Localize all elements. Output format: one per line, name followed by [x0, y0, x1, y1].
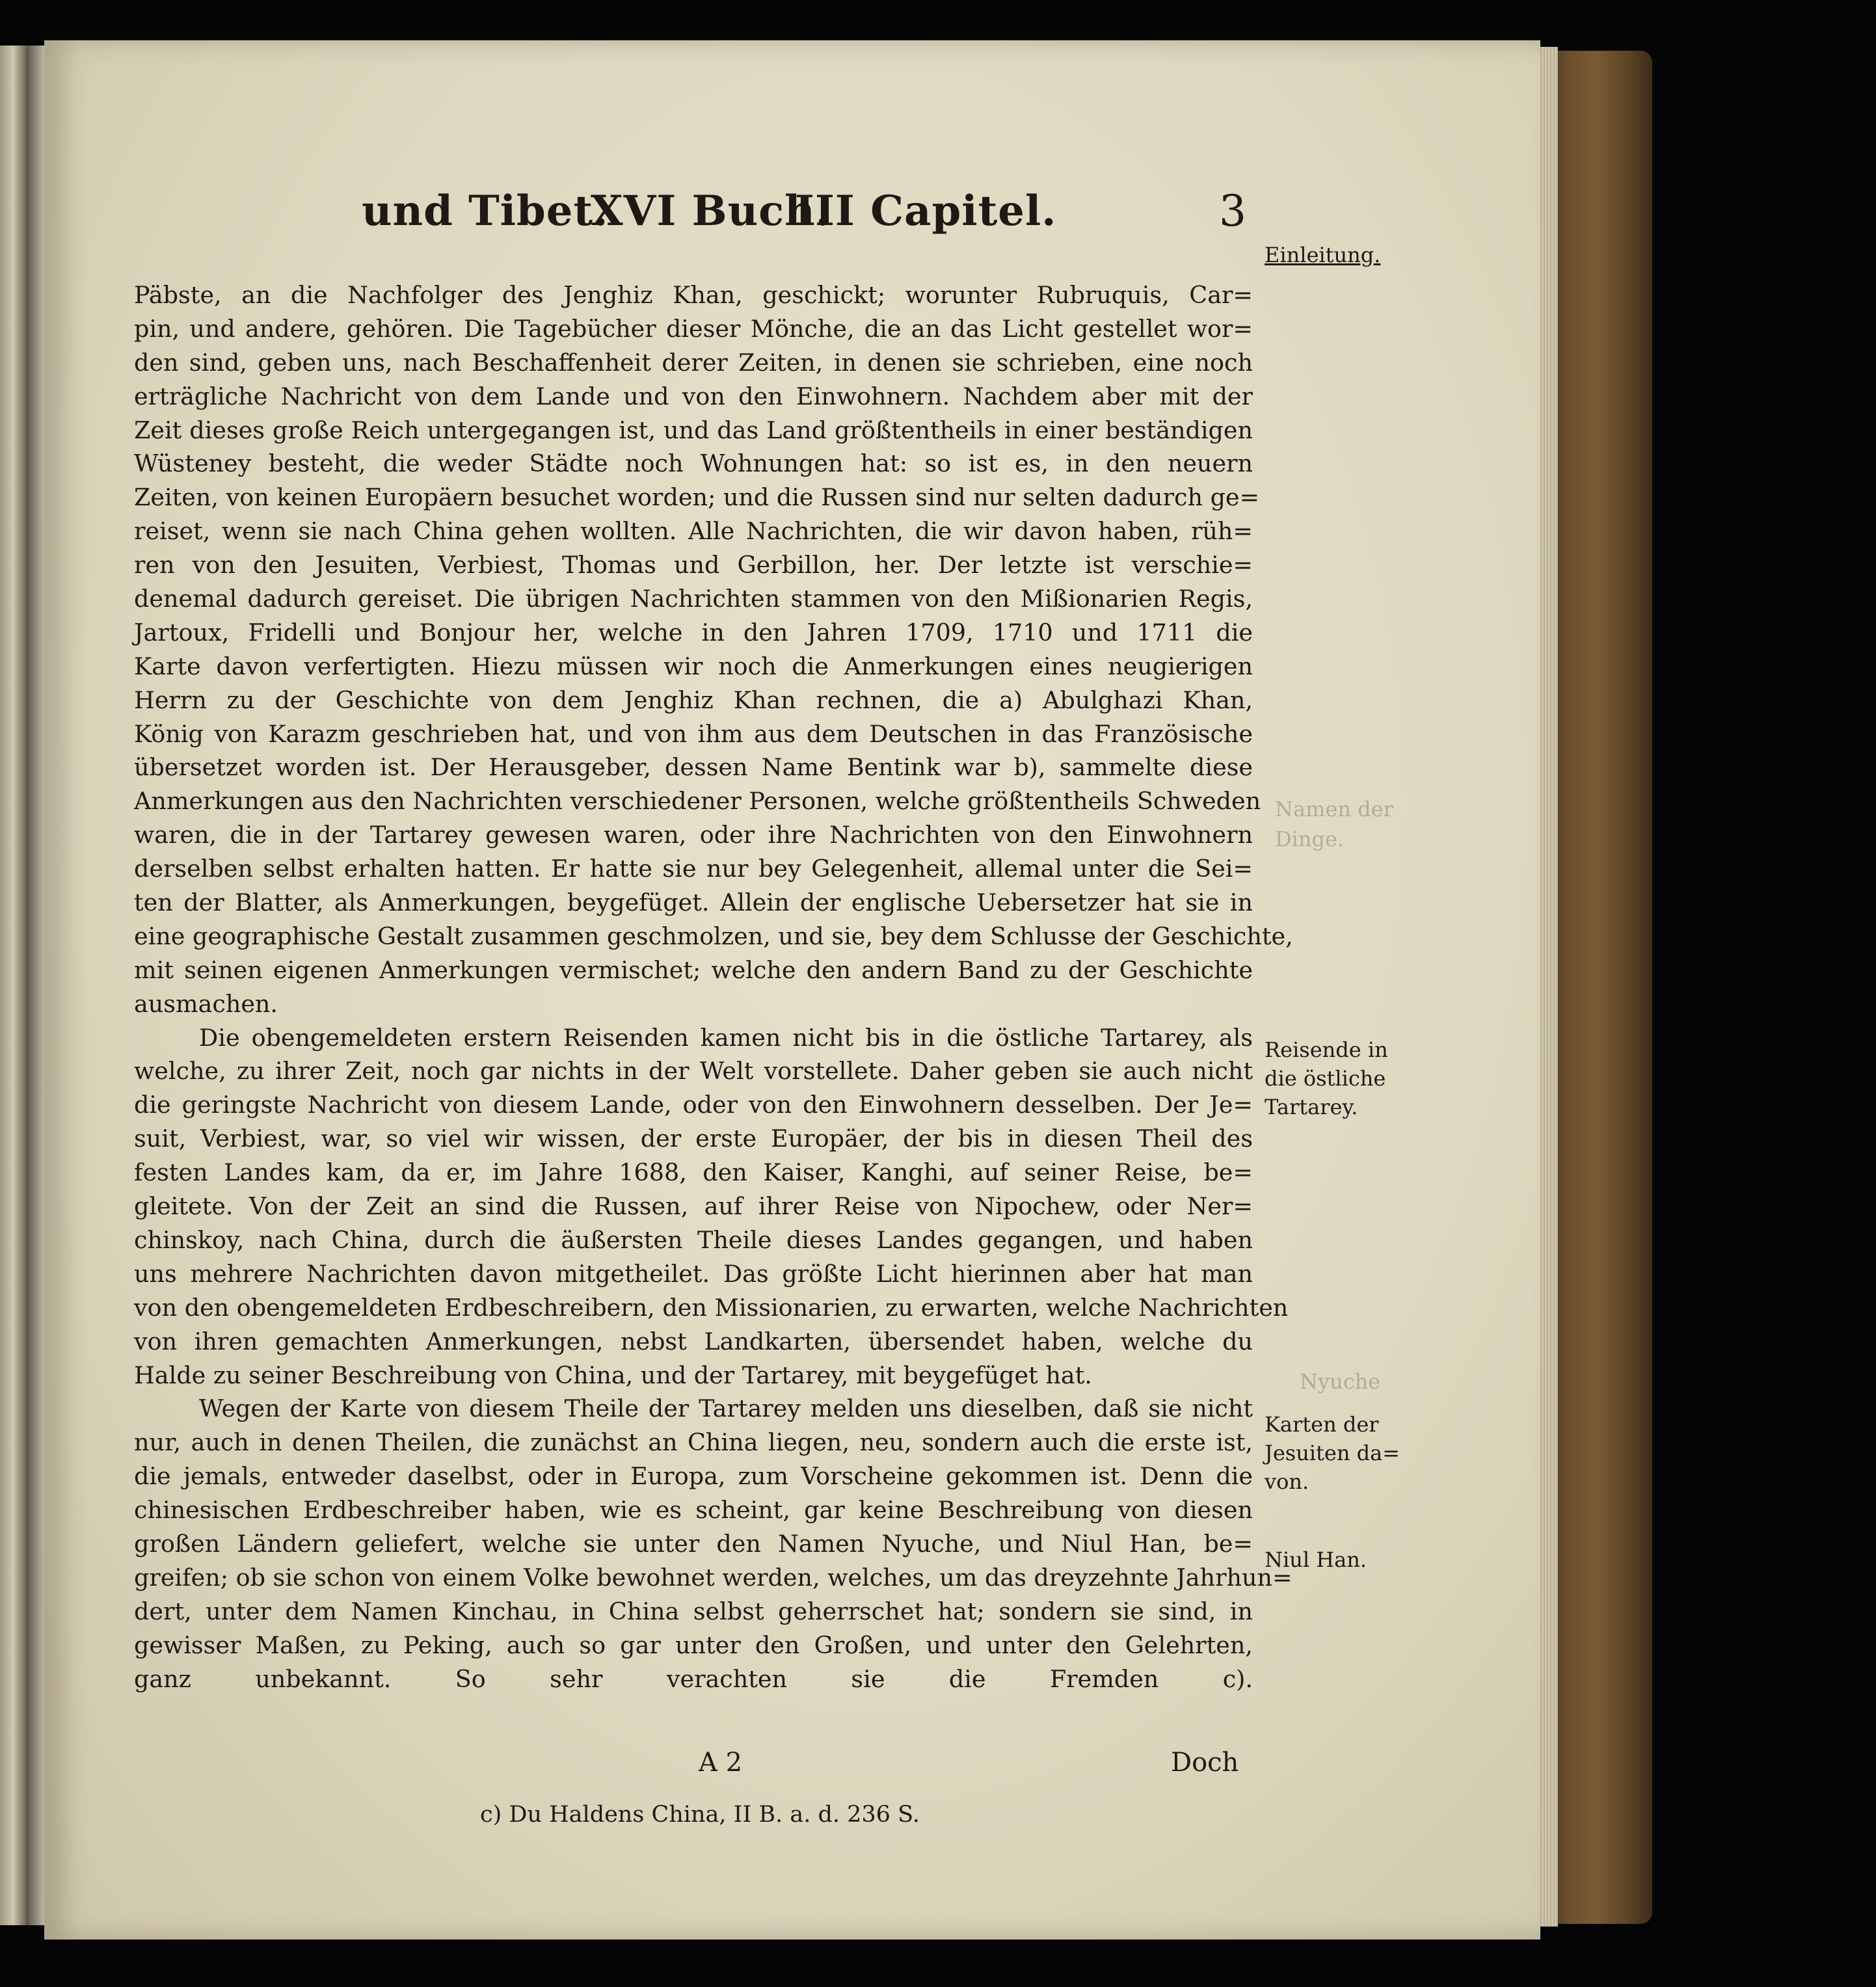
margin-note-line: die östliche — [1265, 1066, 1386, 1091]
body-line: Jartoux, Fridelli und Bonjour her, welche in den Jahren 1709, 1710 und 1711 die — [134, 618, 1253, 647]
margin-note-line: von. — [1265, 1469, 1309, 1494]
margin-note-niul-han — [1265, 1545, 1395, 1574]
body-line: von ihren gemachten Anmerkungen, nebst Landkarten, übersendet haben, welche du — [134, 1327, 1253, 1355]
body-line: Anmerkungen aus den Nachrichten verschiedener Personen, welche größtentheils Schweden — [134, 787, 1261, 816]
body-line: die jemals, entweder daselbst, oder in Europa, zum Vorscheine gekommen ist. Denn die — [134, 1462, 1253, 1491]
margin-note-line: Tartarey. — [1265, 1095, 1358, 1119]
body-line: nur, auch in denen Theilen, die zunächst an China liegen, neu, sondern auch die erste ist, — [134, 1428, 1253, 1457]
body-text — [134, 278, 1293, 1696]
body-line: großen Ländern geliefert, welche sie unter den Namen Nyuche, und Niul Han, be= — [134, 1529, 1253, 1558]
body-line: ganz unbekannt. So sehr verachten sie die Fremden c). — [134, 1664, 1253, 1693]
body-line: erträgliche Nachricht von dem Lande und von den Einwohnern. Nachdem aber mit der — [134, 382, 1253, 410]
body-line: von den obengemeldeten Erdbeschreibern, den Missionarien, zu erwarten, welche Nachrichten — [134, 1293, 1289, 1322]
bleed-through-text: Namen der — [1275, 797, 1393, 821]
margin-note-reisende — [1265, 1035, 1395, 1121]
book-cover-edge — [1548, 51, 1652, 1924]
bleed-through-text: Nyuche — [1300, 1369, 1381, 1394]
body-line: die geringste Nachricht von diesem Lande, oder von den Einwohnern desselben. Der Je= — [134, 1091, 1253, 1119]
running-head-left: und Tibet. — [362, 187, 609, 235]
body-line: Herrn zu der Geschichte von dem Jenghiz Khan rechnen, die a) Abulghazi Khan, — [134, 686, 1253, 714]
body-line: pin, und andere, gehören. Die Tagebücher dieser Mönche, die an das Licht gestellet wor= — [134, 314, 1253, 343]
page-number: 3 — [1219, 186, 1247, 236]
body-line: den sind, geben uns, nach Beschaffenheit derer Zeiten, in denen sie schrieben, eine noch — [134, 348, 1253, 377]
body-line: reiset, wenn sie nach China gehen wollten. Alle Nachrichten, die wir davon haben, rüh= — [134, 517, 1253, 546]
body-line: ten der Blatter, als Anmerkungen, beygefüget. Allein der englische Uebersetzer hat sie in — [134, 888, 1253, 917]
signature-mark: A 2 — [699, 1748, 743, 1778]
body-line: Zeiten, von keinen Europäern besuchet worden; und die Russen sind nur selten dadurch ge= — [134, 483, 1260, 512]
body-line: dert, unter dem Namen Kinchau, in China selbst geherrschet hat; sondern sie sind, in — [134, 1597, 1253, 1625]
margin-note-line: Reisende in — [1265, 1037, 1388, 1062]
book-page — [44, 40, 1540, 1940]
body-line: ausmachen. — [134, 989, 278, 1018]
body-line: König von Karazm geschrieben hat, und von ihm aus dem Deutschen in das Französische — [134, 719, 1253, 748]
body-line: Wegen der Karte von diesem Theile der Tartarey melden uns dieselben, daß sie nicht — [199, 1394, 1253, 1423]
body-line: suit, Verbiest, war, so viel wir wissen, der erste Europäer, der bis in diesen Theil des — [134, 1125, 1253, 1153]
bleed-through-text: Dinge. — [1275, 827, 1345, 851]
footnote: c) Du Haldens China, II B. a. d. 236 S. — [480, 1802, 920, 1828]
running-head-chapter: III Capitel. — [795, 187, 1057, 235]
body-line: derselben selbst erhalten hatten. Er hatte sie nur bey Gelegenheit, allemal unter die Sei= — [134, 855, 1253, 883]
body-line: Zeit dieses große Reich untergegangen ist, und das Land größtentheils in einer beständigen — [134, 416, 1253, 444]
margin-note-line: Jesuiten da= — [1265, 1441, 1400, 1465]
body-line: gleitete. Von der Zeit an sind die Russen, auf ihrer Reise von Nipochew, oder Ner= — [134, 1192, 1253, 1221]
body-line: chinskoy, nach China, durch die äußersten Theile dieses Landes gegangen, und haben — [134, 1225, 1253, 1254]
margin-note-line: Einleitung. — [1265, 243, 1381, 267]
body-line: greifen; ob sie schon von einem Volke bewohnet werden, welches, um das dreyzehnte Jahrhun= — [134, 1563, 1293, 1592]
body-line: denemal dadurch gereiset. Die übrigen Nachrichten stammen von den Mißionarien Regis, — [134, 585, 1253, 613]
previous-page-edge — [0, 46, 26, 1925]
body-line: mit seinen eigenen Anmerkungen vermischet; welche den andern Band zu der Geschichte — [134, 955, 1253, 984]
body-line: chinesischen Erdbeschreiber haben, wie es scheint, gar keine Beschreibung von diesen — [134, 1496, 1253, 1525]
body-line: gewisser Maßen, zu Peking, auch so gar unter den Großen, und unter den Gelehrten, — [134, 1631, 1253, 1659]
body-line: Halde zu seiner Beschreibung von China, und der Tartarey, mit beygefüget hat. — [134, 1361, 1092, 1389]
margin-note-einleitung — [1265, 241, 1395, 269]
margin-note-karten — [1265, 1410, 1400, 1496]
body-line: ren von den Jesuiten, Verbiest, Thomas und Gerbillon, her. Der letzte ist verschie= — [134, 551, 1253, 580]
running-head-book: XVI Buch. — [591, 187, 831, 235]
catchword: Doch — [1171, 1748, 1239, 1778]
body-line: Die obengemeldeten erstern Reisenden kamen nicht bis in die östliche Tartarey, als — [199, 1023, 1253, 1052]
body-line: uns mehrere Nachrichten davon mitgetheilet. Das größte Licht hierinnen aber hat man — [134, 1259, 1253, 1288]
body-line: waren, die in der Tartarey gewesen waren, oder ihre Nachrichten von den Einwohnern — [134, 821, 1253, 849]
body-line: eine geographische Gestalt zusammen geschmolzen, und sie, bey dem Schlusse der Geschichte, — [134, 922, 1293, 950]
body-line: welche, zu ihrer Zeit, noch gar nichts in der Welt vorstellete. Daher geben sie auch nicht — [134, 1057, 1253, 1086]
body-line: Karte davon verfertigten. Hiezu müssen wir noch die Anmerkungen eines neugierigen — [134, 652, 1253, 680]
margin-note-line: Niul Han. — [1265, 1547, 1367, 1572]
book-gutter — [26, 46, 44, 1925]
body-line: Wüsteney besteht, die weder Städte noch Wohnungen hat: so ist es, in den neuern — [134, 449, 1253, 478]
body-line: festen Landes kam, da er, im Jahre 1688, den Kaiser, Kanghi, auf seiner Reise, be= — [134, 1158, 1253, 1187]
margin-note-line: Karten der — [1265, 1412, 1379, 1437]
body-line: Päbste, an die Nachfolger des Jenghiz Khan, geschickt; worunter Rubruquis, Car= — [134, 281, 1253, 309]
body-line: übersetzet worden ist. Der Herausgeber, dessen Name Bentink war b), sammelte diese — [134, 753, 1253, 782]
